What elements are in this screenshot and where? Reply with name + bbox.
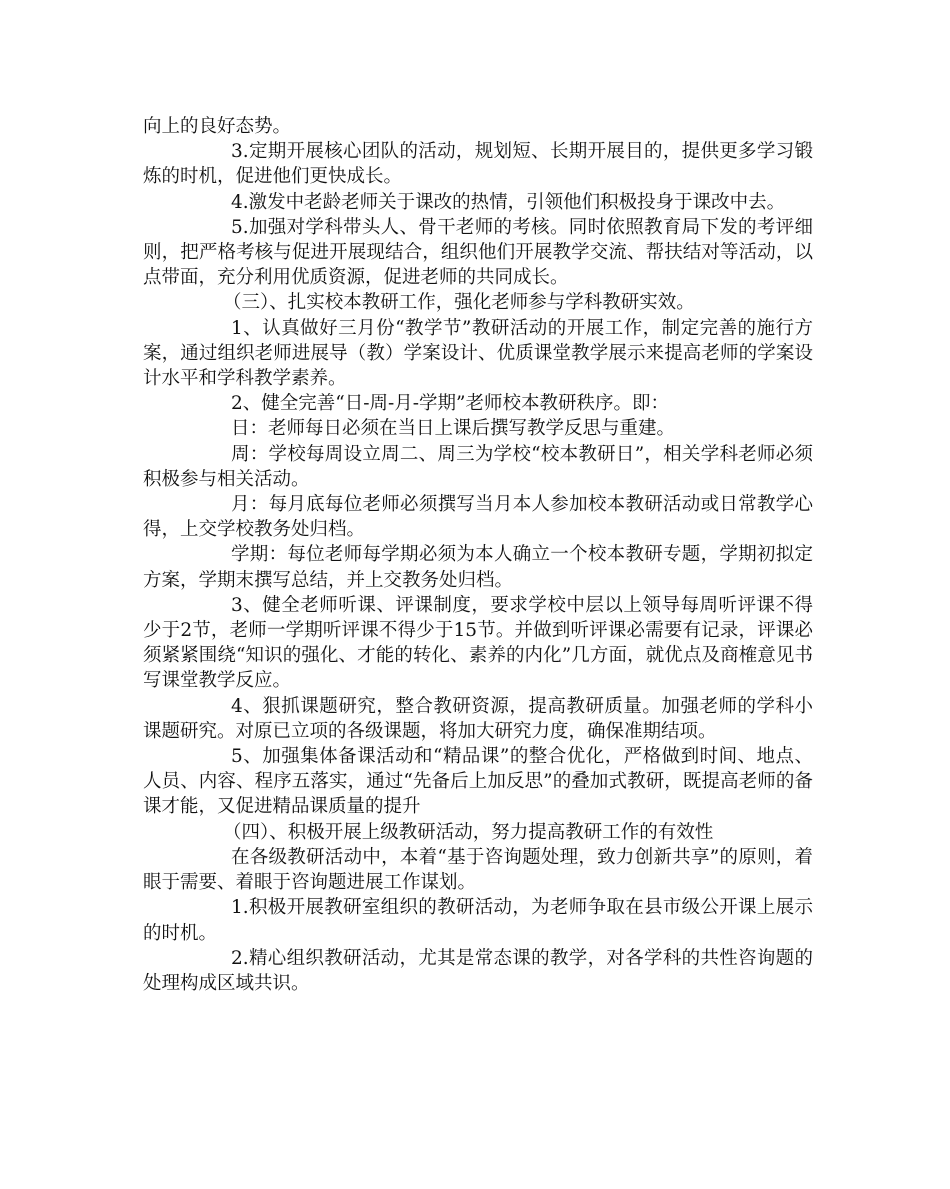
paragraph-item-2-consensus: 2.精心组织教研活动，尤其是常态课的教学，对各学科的共性咨询题的处理构成区域共识。 [143,947,813,994]
paragraph-item-5: 5.加强对学科带头人、骨干老师的考核。同时依照教育局下发的考评细则，把严格考核与促进开展现结合，组织他们开展教学交流、帮扶结对等活动，以点带面，充分利用优质资源，促进老师的共同成长。 [143,216,813,289]
paragraph-item-4: 4.激发中老龄老师关于课改的热情，引领他们积极投身于课改中去。 [231,191,786,213]
paragraph-collective-prep: 5、加强集体备课活动和“精品课”的整合优化，严格做到时间、地点、人员、内容、程序五落实，通过“先备后上加反思”的叠加式教研，既提高老师的备课才能，又促进精品课质量的提升 [143,746,813,818]
paragraph-lesson-evaluation: 3、健全老师听课、评课制度，要求学校中层以上领导每周听评课不得少于2节，老师一学期听评课不得少于15节。并做到听评课必需要有记录，评课必须紧紧围绕“知识的强化、才能的转化、素养的内化”几方面，就优点及商榷意见书写课堂教学反应。 [143,594,813,692]
paragraph-semester: 学期：每位老师每学期必须为本人确立一个校本教研专题，学期初拟定方案，学期末撰写总结，并上交教务处归档。 [143,544,813,591]
section-heading-3: （三）、扎实校本教研工作，强化老师参与学科教研实效。 [223,292,695,314]
paragraph-research-order: 2、健全完善“日-周-月-学期”老师校本教研秩序。即： [231,393,669,415]
paragraph-daily: 日：老师每日必须在当日上课后撰写教学反思与重建。 [231,418,676,440]
paragraph-weekly: 周：学校每周设立周二、周三为学校“校本教研日”，相关学科老师必须积极参与相关活动。 [143,443,813,490]
document-body [143,114,813,996]
paragraph-principle: 在各级教研活动中，本着“基于咨询题处理，致力创新共享”的原则，着眼于需要、着眼于咨询题进展工作谋划。 [143,846,813,894]
paragraph-teaching-festival: 1、认真做好三月份“教学节”教研活动的开展工作，制定完善的施行方案，通过组织老师进展导（教）学案设计、优质课堂教学展示来提高老师的学案设计水平和学科教学素养。 [143,317,813,390]
paragraph-research-topics: 4、狠抓课题研究，整合教研资源，提高教研质量。加强老师的学科小课题研究。对原已立项的各级课题，将加大研究力度，确保准期结项。 [143,695,813,742]
section-heading-4: （四）、积极开展上级教研活动，努力提高教研工作的有效性 [223,821,714,843]
paragraph-item-1-open-class: 1.积极开展教研室组织的教研活动，为老师争取在县市级公开课上展示的时机。 [143,897,813,944]
paragraph-continuation: 向上的良好态势。 [143,116,292,137]
paragraph-monthly: 月：每月底每位老师必须撰写当月本人参加校本教研活动或日常教学心得，上交学校教务处归档。 [143,494,813,541]
paragraph-item-3: 3.定期开展核心团队的活动，规划短、长期开展目的，提供更多学习锻炼的时机，促进他们更快成长。 [143,141,813,188]
